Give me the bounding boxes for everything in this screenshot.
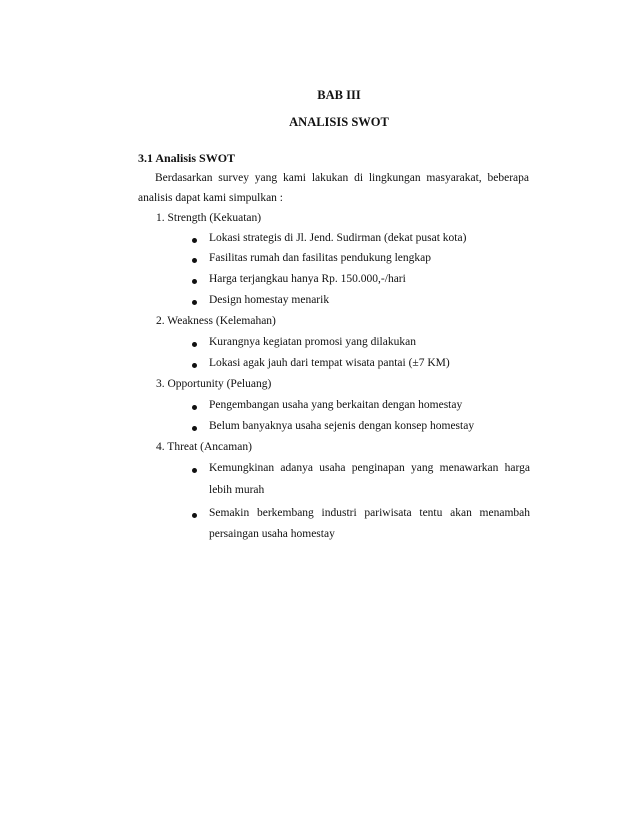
bullet-icon <box>192 468 197 473</box>
strength-bullet-4: Design homestay menarik <box>209 294 330 306</box>
bullet-icon <box>192 258 197 263</box>
list-item-weakness: 2. Weakness (Kelemahan) <box>156 315 276 327</box>
threat-bullet-2-line-1: Semakin berkembang industri pariwisata tentu akan menambah <box>209 507 530 519</box>
threat-bullet-1-line-1: Kemungkinan adanya usaha penginapan yang menawarkan harga <box>209 462 530 474</box>
bullet-icon <box>192 363 197 368</box>
threat-bullet-2-line-2: persaingan usaha homestay <box>209 528 335 540</box>
chapter-heading: BAB III <box>317 88 361 102</box>
opportunity-bullet-2: Belum banyaknya usaha sejenis dengan konsep homestay <box>209 420 475 432</box>
bullet-icon <box>192 300 197 305</box>
bullet-icon <box>192 342 197 347</box>
bullet-icon <box>192 426 197 431</box>
bullet-icon <box>192 279 197 284</box>
weakness-bullet-2: Lokasi agak jauh dari tempat wisata pantai (±7 KM) <box>209 357 450 369</box>
strength-bullet-2: Fasilitas rumah dan fasilitas pendukung lengkap <box>209 252 431 264</box>
list-item-strength: 1. Strength (Kekuatan) <box>156 212 262 224</box>
strength-bullet-3: Harga terjangkau hanya Rp. 150.000,-/hari <box>209 273 406 285</box>
section-title: 3.1 Analisis SWOT <box>138 151 236 165</box>
bullet-icon <box>192 513 197 518</box>
chapter-title: ANALISIS SWOT <box>289 115 389 129</box>
list-item-opportunity: 3. Opportunity (Peluang) <box>156 378 272 390</box>
bullet-icon <box>192 238 197 243</box>
intro-line-2: analisis dapat kami simpulkan : <box>138 192 284 204</box>
opportunity-bullet-1: Pengembangan usaha yang berkaitan dengan homestay <box>209 399 463 411</box>
weakness-bullet-1: Kurangnya kegiatan promosi yang dilakukan <box>209 336 416 348</box>
list-item-threat: 4. Threat (Ancaman) <box>156 441 252 453</box>
threat-bullet-1-line-2: lebih murah <box>209 484 265 496</box>
bullet-icon <box>192 405 197 410</box>
strength-bullet-1: Lokasi strategis di Jl. Jend. Sudirman (dekat pusat kota) <box>209 232 467 244</box>
intro-line-1: Berdasarkan survey yang kami lakukan di lingkungan masyarakat, beberapa <box>155 172 529 184</box>
